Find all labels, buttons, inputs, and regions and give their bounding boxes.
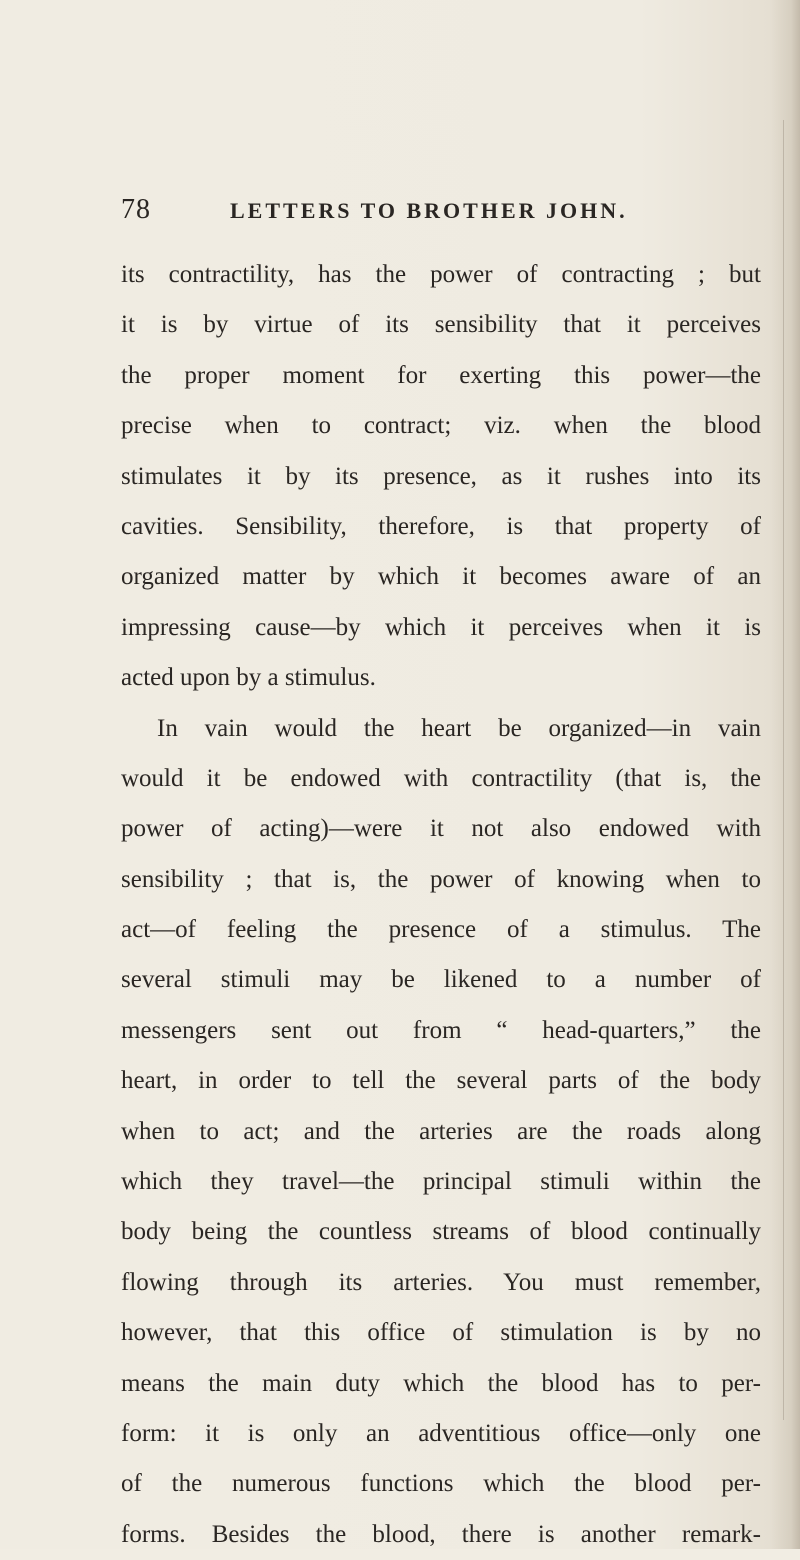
page-number: 78 xyxy=(121,194,151,225)
text-line: of the numerous functions which the blood per- xyxy=(121,1470,761,1498)
text-line: heart, in order to tell the several parts of the body xyxy=(121,1067,761,1095)
running-head xyxy=(121,194,761,234)
text-line: flowing through its arteries. You must remember, xyxy=(121,1268,761,1296)
text-line: stimulates it by its presence, as it rushes into its xyxy=(121,462,761,490)
text-line: form: it is only an adventitious office—only one xyxy=(121,1419,761,1447)
page-fold-line xyxy=(783,120,784,1420)
text-line: when to act; and the arteries are the roads along xyxy=(121,1117,761,1145)
running-title: LETTERS TO BROTHER JOHN. xyxy=(230,198,628,223)
text-line: precise when to contract; viz. when the blood xyxy=(121,412,761,440)
text-line: impressing cause—by which it perceives when it is xyxy=(121,613,761,641)
text-line: power of acting)—were it not also endowed with xyxy=(121,815,761,843)
text-line: body being the countless streams of blood continually xyxy=(121,1218,761,1246)
text-line: organized matter by which it becomes aware of an xyxy=(121,563,761,591)
body-text xyxy=(121,250,761,1560)
text-line: its contractility, has the power of contracting ; but xyxy=(121,261,761,288)
text-line: however, that this office of stimulation is by no xyxy=(121,1319,761,1347)
text-line: the proper moment for exerting this power—the xyxy=(121,361,761,389)
page-edge-shadow xyxy=(770,0,800,1549)
text-line: several stimuli may be likened to a number of xyxy=(121,966,761,994)
text-line-paragraph-start: In vain would the heart be organized—in vain xyxy=(157,714,761,742)
text-line: would it be endowed with contractility (that is, the xyxy=(121,764,761,792)
text-line: messengers sent out from “ head-quarters,” the xyxy=(121,1016,761,1044)
text-line: which they travel—the principal stimuli within the xyxy=(121,1168,761,1196)
text-line: it is by virtue of its sensibility that it perceives xyxy=(121,311,761,339)
text-line: sensibility ; that is, the power of knowing when to xyxy=(121,865,761,893)
text-line: act—of feeling the presence of a stimulus. The xyxy=(121,916,761,944)
text-line: forms. Besides the blood, there is another remark- xyxy=(121,1520,761,1548)
text-line-paragraph-end: acted upon by a stimulus. xyxy=(121,664,376,692)
text-line: cavities. Sensibility, therefore, is that property of xyxy=(121,512,761,540)
text-line: means the main duty which the blood has to per- xyxy=(121,1369,761,1397)
